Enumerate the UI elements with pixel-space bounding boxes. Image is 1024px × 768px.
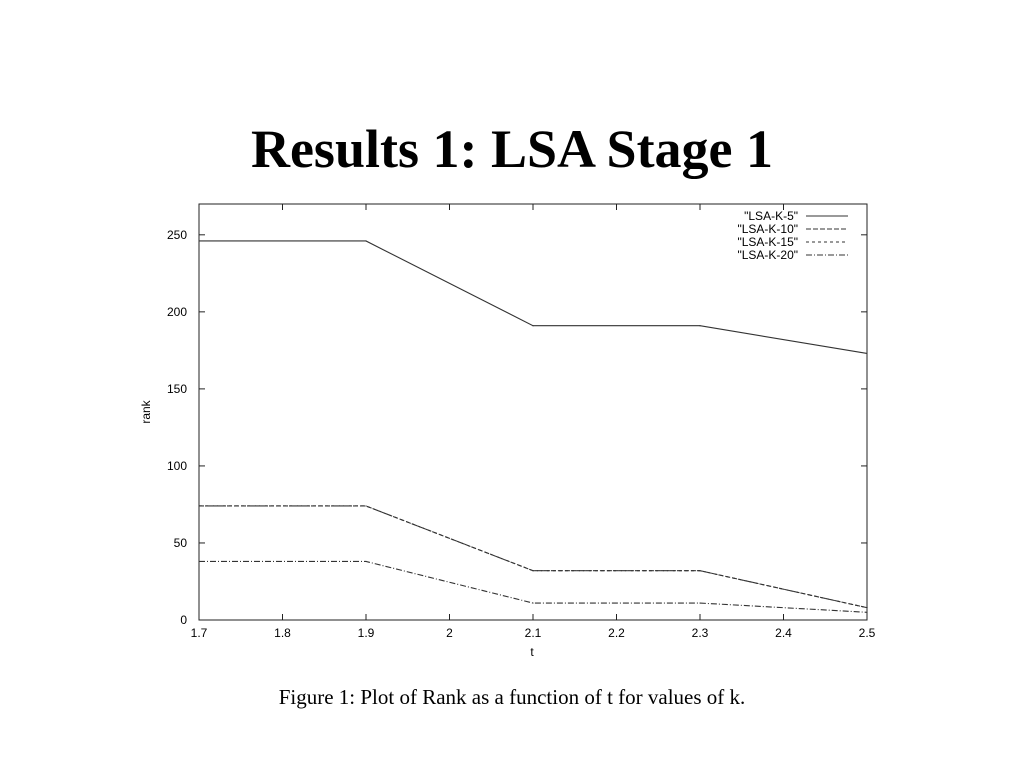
series-3-point [365, 505, 366, 506]
x-tick-label: 2 [446, 626, 453, 640]
x-tick-label: 1.7 [190, 626, 208, 640]
y-tick-label: 250 [166, 227, 187, 242]
slide-title: Results 1: LSA Stage 1 [250, 119, 774, 179]
x-axis [191, 204, 876, 640]
series-4-point [365, 561, 366, 562]
series-1-point [532, 325, 533, 326]
legend-label: "LSA-K-10" [737, 222, 798, 236]
series-3-point [532, 570, 533, 571]
legend-label: "LSA-K-5" [744, 209, 798, 223]
series-1-point [699, 325, 700, 326]
series-line-2 [199, 506, 867, 608]
y-tick-label: 100 [166, 458, 187, 473]
x-tick-label: 2.2 [608, 626, 625, 640]
series-4-point [198, 561, 199, 562]
legend [737, 209, 848, 262]
x-tick-label: 2.4 [775, 626, 792, 640]
y-axis [167, 228, 867, 627]
y-axis-label: rank [139, 400, 153, 424]
series-3-point [198, 505, 199, 506]
x-tick-label: 1.8 [274, 626, 291, 640]
y-tick-label: 0 [180, 613, 187, 627]
series-3-point [699, 570, 700, 571]
figure-caption: Figure 1: Plot of Rank as a function of t for values of k. [278, 685, 746, 709]
x-tick-label: 2.3 [691, 626, 709, 640]
x-tick-label: 2.5 [858, 626, 876, 640]
series-3-point [866, 607, 867, 608]
series-1-point [866, 353, 867, 354]
x-tick-label: 2.1 [524, 626, 542, 640]
x-tick-label: 1.9 [357, 626, 375, 640]
y-tick-label: 50 [173, 535, 187, 550]
series-4-point [532, 602, 533, 603]
y-tick-label: 200 [166, 304, 187, 319]
series-1-point [198, 240, 199, 241]
x-axis-label: t [530, 645, 534, 659]
series-4-point [699, 602, 700, 603]
series-line-4 [199, 561, 867, 612]
legend-label: "LSA-K-20" [737, 248, 798, 262]
series-1-point [365, 240, 366, 241]
series-line-3 [199, 506, 867, 608]
series-4-point [866, 612, 867, 613]
plot-frame [199, 204, 867, 620]
y-tick-label: 150 [166, 381, 187, 396]
series-layer [198, 240, 867, 613]
legend-label: "LSA-K-15" [737, 235, 798, 249]
